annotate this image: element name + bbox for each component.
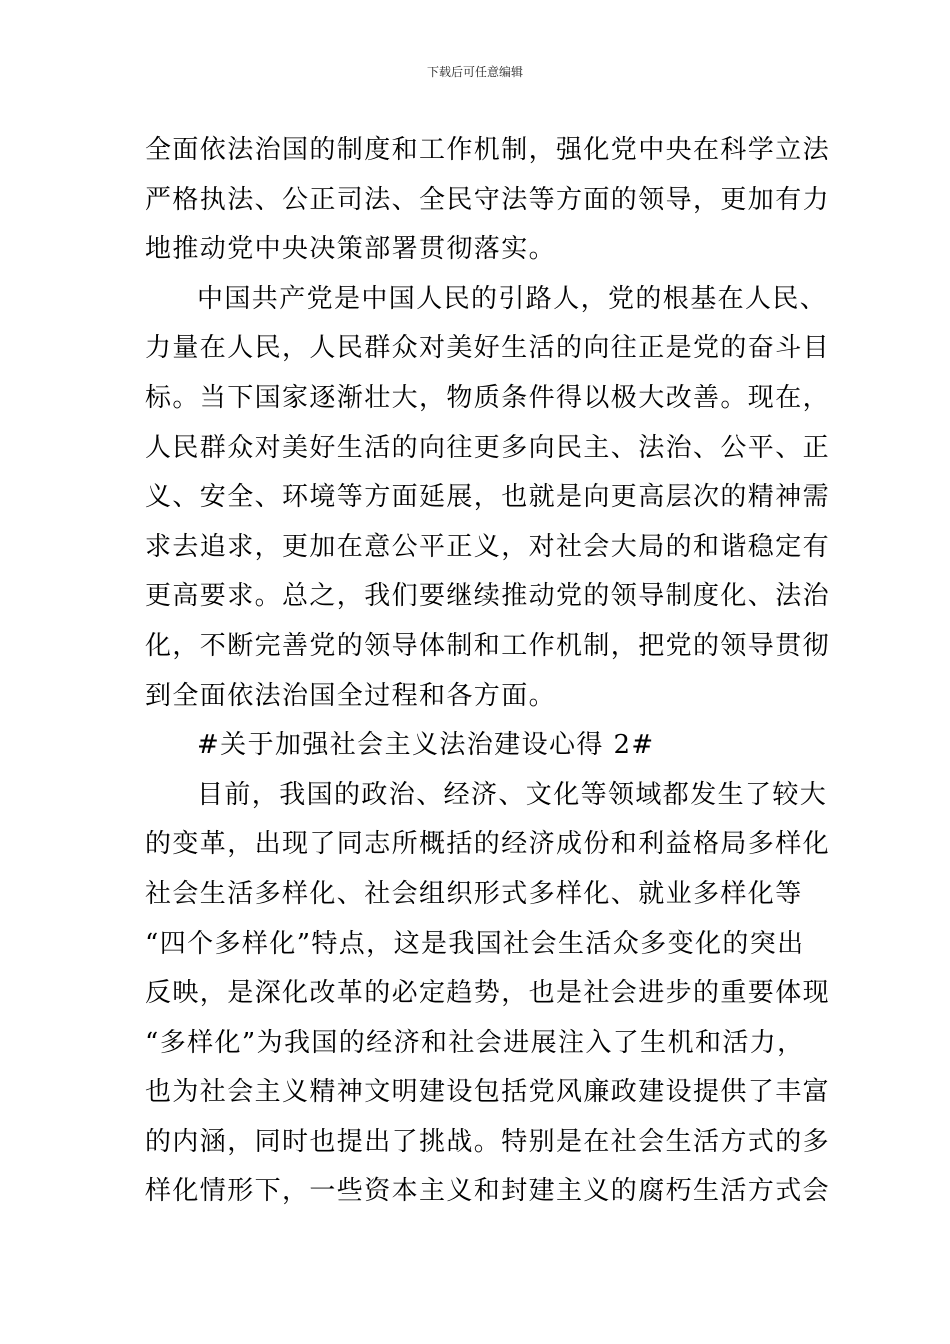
text-line: 更高要求。总之，我们要继续推动党的领导制度化、法治: [145, 581, 831, 612]
text-line: 到全面依法治国全过程和各方面。: [145, 680, 557, 711]
text-line: 人民群众对美好生活的向往更多向民主、法治、公平、正: [145, 432, 831, 463]
paragraph-start-line: 中国共产党是中国人民的引路人，党的根基在人民、: [197, 283, 828, 314]
text-line: 标。当下国家逐渐壮大，物质条件得以极大改善。现在，: [145, 382, 831, 413]
text-line: “四个多样化”特点，这是我国社会生活众多变化的突出: [145, 928, 805, 959]
text-line: 地推动党中央决策部署贯彻落实。: [145, 234, 557, 265]
section-heading: #关于加强社会主义法治建设心得 2#: [197, 730, 655, 761]
text-line: 反映，是深化改革的必定趋势，也是社会进步的重要体现: [145, 978, 831, 1009]
text-line: 力量在人民，人民群众对美好生活的向往正是党的奋斗目: [145, 333, 831, 364]
text-line: 全面依法治国的制度和工作机制，强化党中央在科学立法: [145, 135, 831, 165]
text-line: 化，不断完善党的领导体制和工作机制，把党的领导贯彻: [145, 630, 831, 661]
text-line: 严格执法、公正司法、全民守法等方面的领导，更加有力: [145, 184, 831, 215]
text-line: 求去追求，更加在意公平正义，对社会大局的和谐稳定有: [145, 531, 831, 562]
text-line: 也为社会主义精神文明建设包括党风廉政建设提供了丰富: [145, 1077, 831, 1108]
text-line: 样化情形下，一些资本主义和封建主义的腐朽生活方式会: [145, 1176, 831, 1207]
document-body: [145, 126, 831, 1217]
paragraph-start-line: 目前，我国的政治、经济、文化等领域都发生了较大: [197, 779, 828, 810]
page-header: 下载后可任意编辑: [426, 65, 523, 79]
text-line: 义、安全、环境等方面延展，也就是向更高层次的精神需: [145, 482, 831, 513]
text-line: “多样化”为我国的经济和社会进展注入了生机和活力，: [145, 1027, 805, 1058]
text-line: 社会生活多样化、社会组织形式多样化、就业多样化等: [145, 878, 803, 909]
text-line: 的变革，出现了同志所概括的经济成份和利益格局多样化: [145, 829, 831, 860]
text-line: 的内涵，同时也提出了挑战。特别是在社会生活方式的多: [145, 1126, 831, 1157]
